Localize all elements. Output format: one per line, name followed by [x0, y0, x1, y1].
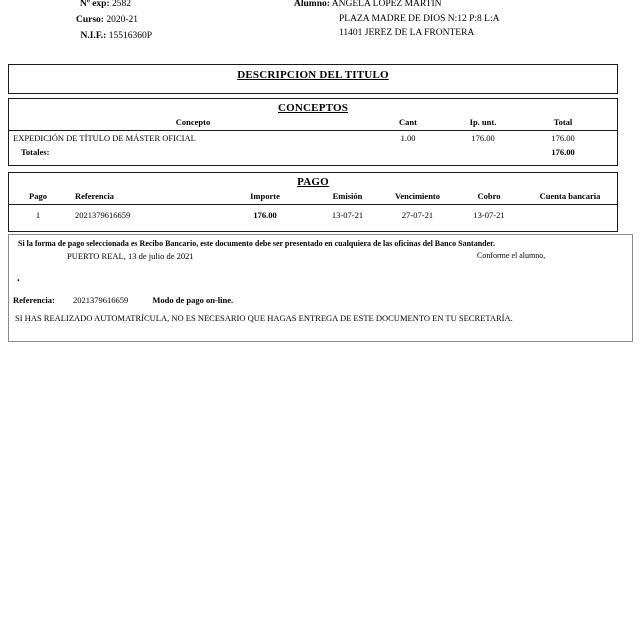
document-header: [0, 0, 640, 52]
nif-label: N.I.F.:: [80, 31, 107, 41]
curso-row: [0, 12, 280, 28]
pago-heading: PAGO: [297, 176, 329, 188]
conceptos-totales-spacer: [603, 145, 617, 159]
pago-col-cuenta-bancaria: Cuenta bancaria: [523, 188, 617, 205]
place-and-date-text: PUERTO REAL, 13 de julio de 2021: [67, 251, 194, 261]
referencia-label: Referencia:: [13, 295, 55, 305]
pago-cell-referencia: 2021379616659: [75, 210, 131, 220]
header-right-column: [294, 0, 640, 40]
conceptos-totales-value: 176.00: [551, 147, 575, 157]
referencia-row: [13, 295, 233, 305]
conceptos-cell-concepto: EXPEDICIÓN DE TÍTULO DE MÁSTER OFICIAL: [13, 133, 196, 143]
alumno-label: Alumno:: [294, 0, 330, 9]
pago-col-cobro: Cobro: [455, 188, 523, 205]
curso-value: 2020-21: [106, 15, 138, 25]
pago-col-vencimiento: Vencimiento: [380, 188, 455, 205]
pago-cell-cobro: 13-07-21: [473, 210, 505, 220]
alumno-value: ANGELA LOPEZ MARTIN: [331, 0, 442, 9]
conceptos-col-cant: Cant: [373, 114, 443, 131]
conceptos-table: [9, 114, 617, 159]
pago-col-importe: Importe: [215, 188, 315, 205]
conceptos-cell-cant: 1.00: [400, 133, 416, 143]
table-row: [9, 205, 617, 223]
bullet-marker: .: [17, 272, 20, 284]
header-left-column: [0, 0, 280, 44]
modo-pago-text: Modo de pago on-line.: [152, 295, 234, 305]
conceptos-header-row: [9, 114, 617, 131]
expediente-row: [0, 0, 280, 12]
expediente-label: Nº exp:: [79, 0, 110, 9]
curso-label: Curso:: [75, 15, 104, 25]
address-line-1: PLAZA MADRE DE DIOS N:12 P:8 L:A: [339, 14, 500, 24]
notice-box: [8, 234, 633, 342]
pago-cell-importe: 176.00: [253, 210, 277, 220]
conceptos-table-head: [9, 114, 617, 131]
conceptos-heading: CONCEPTOS: [277, 102, 349, 114]
pago-table-body: [9, 205, 617, 223]
pago-cell-cuenta-bancaria: [523, 205, 617, 223]
nif-row: [0, 28, 280, 44]
table-row: [9, 131, 617, 146]
pago-col-referencia: Referencia: [67, 188, 215, 205]
pago-cell-emision: 13-07-21: [331, 210, 364, 220]
pago-table-head: [9, 188, 617, 205]
conceptos-col-total: Total: [523, 114, 603, 131]
automatricula-notice-text: SI HAS REALIZADO AUTOMATRÍCULA, NO ES NECESARIO QUE HAGAS ENTREGA DE ESTE DOCUMENTO EN TU SECRETARÍA.: [15, 313, 513, 323]
conceptos-totales-cant-blank: [373, 145, 443, 159]
conceptos-table-body: [9, 131, 617, 160]
conceptos-cell-total: 176.00: [551, 133, 575, 143]
descripcion-titulo-heading: DESCRIPCION DEL TITULO: [237, 69, 389, 81]
pago-col-emision: Emisión: [315, 188, 380, 205]
nif-value: 15516360P: [108, 31, 152, 41]
conceptos-box: [8, 98, 618, 166]
conceptos-totals-row: [9, 145, 617, 159]
conceptos-totales-label: Totales:: [21, 147, 50, 157]
conceptos-col-concepto: Concepto: [9, 114, 373, 131]
pago-col-pago: Pago: [9, 188, 67, 205]
pago-cell-pago: 1: [35, 210, 41, 220]
pago-box: [8, 172, 618, 232]
conceptos-totales-ipunt-blank: [443, 145, 523, 159]
alumno-row: [294, 0, 640, 12]
address-line-2: 11401 JEREZ DE LA FRONTERA: [339, 28, 475, 38]
referencia-value: 2021379616659: [72, 295, 129, 305]
pago-table: [9, 188, 617, 222]
descripcion-titulo-box: [8, 64, 618, 94]
conceptos-col-ipunt: Ip. unt.: [443, 114, 523, 131]
conceptos-cell-spacer: [603, 131, 617, 146]
expediente-value: 2582: [112, 0, 131, 9]
bank-notice-text: Si la forma de pago seleccionada es Recibo Bancario, este documento debe ser presentado en cualquiera de las oficinas del Banco Santander.: [18, 239, 495, 248]
signature-label: Conforme el alumno,: [477, 251, 546, 260]
pago-header-row: [9, 188, 617, 205]
conceptos-cell-ipunt: 176.00: [471, 133, 495, 143]
conceptos-col-spacer: [603, 114, 617, 131]
pago-cell-vencimiento: 27-07-21: [401, 210, 434, 220]
